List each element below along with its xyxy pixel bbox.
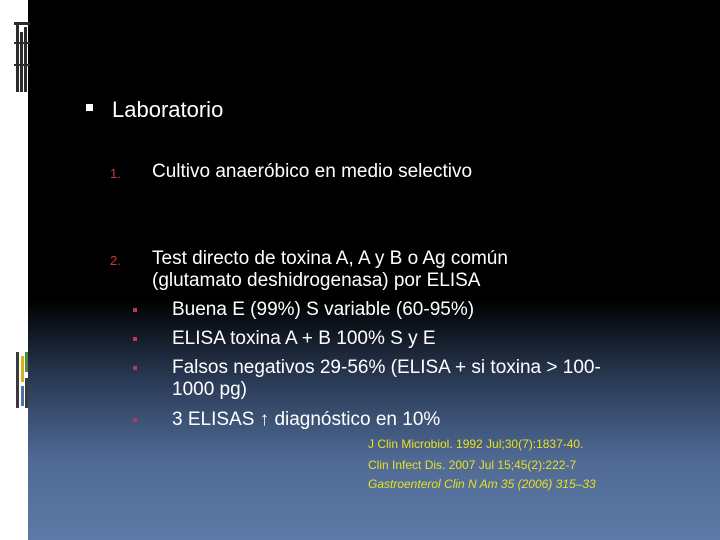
sub-item-text: ELISA toxina A + B 100% S y E <box>172 328 436 349</box>
reference: Clin Infect Dis. 2007 Jul 15;45(2):222-7 <box>368 458 577 472</box>
sub-item-text: Falsos negativos 29-56% (ELISA + si toxina > 100- <box>172 357 601 378</box>
decorative-color-bars <box>16 352 28 408</box>
decorative-lines <box>14 22 30 92</box>
square-bullet-icon <box>86 104 93 111</box>
item-text: Cultivo anaeróbico en medio selectivo <box>152 161 473 182</box>
item-number: 1. <box>110 166 121 181</box>
sub-bullet-icon <box>133 308 137 312</box>
item-number: 2. <box>110 253 121 268</box>
sub-item-text: 3 ELISAS ↑ diagnóstico en 10% <box>172 409 441 430</box>
sub-bullet-icon <box>133 366 137 370</box>
sub-bullet-icon <box>133 418 137 422</box>
item-text: Test directo de toxina A, A y B o Ag común <box>152 248 508 269</box>
reference: Gastroenterol Clin N Am 35 (2006) 315–33 <box>368 477 596 491</box>
slide-heading: Laboratorio <box>112 97 224 122</box>
sub-item-text: Buena E (99%) S variable (60-95%) <box>172 299 475 320</box>
sub-item-text: 1000 pg) <box>172 379 248 400</box>
reference: J Clin Microbiol. 1992 Jul;30(7):1837-40. <box>368 437 584 451</box>
sub-bullet-icon <box>133 337 137 341</box>
item-text: (glutamato deshidrogenasa) por ELISA <box>152 270 481 291</box>
